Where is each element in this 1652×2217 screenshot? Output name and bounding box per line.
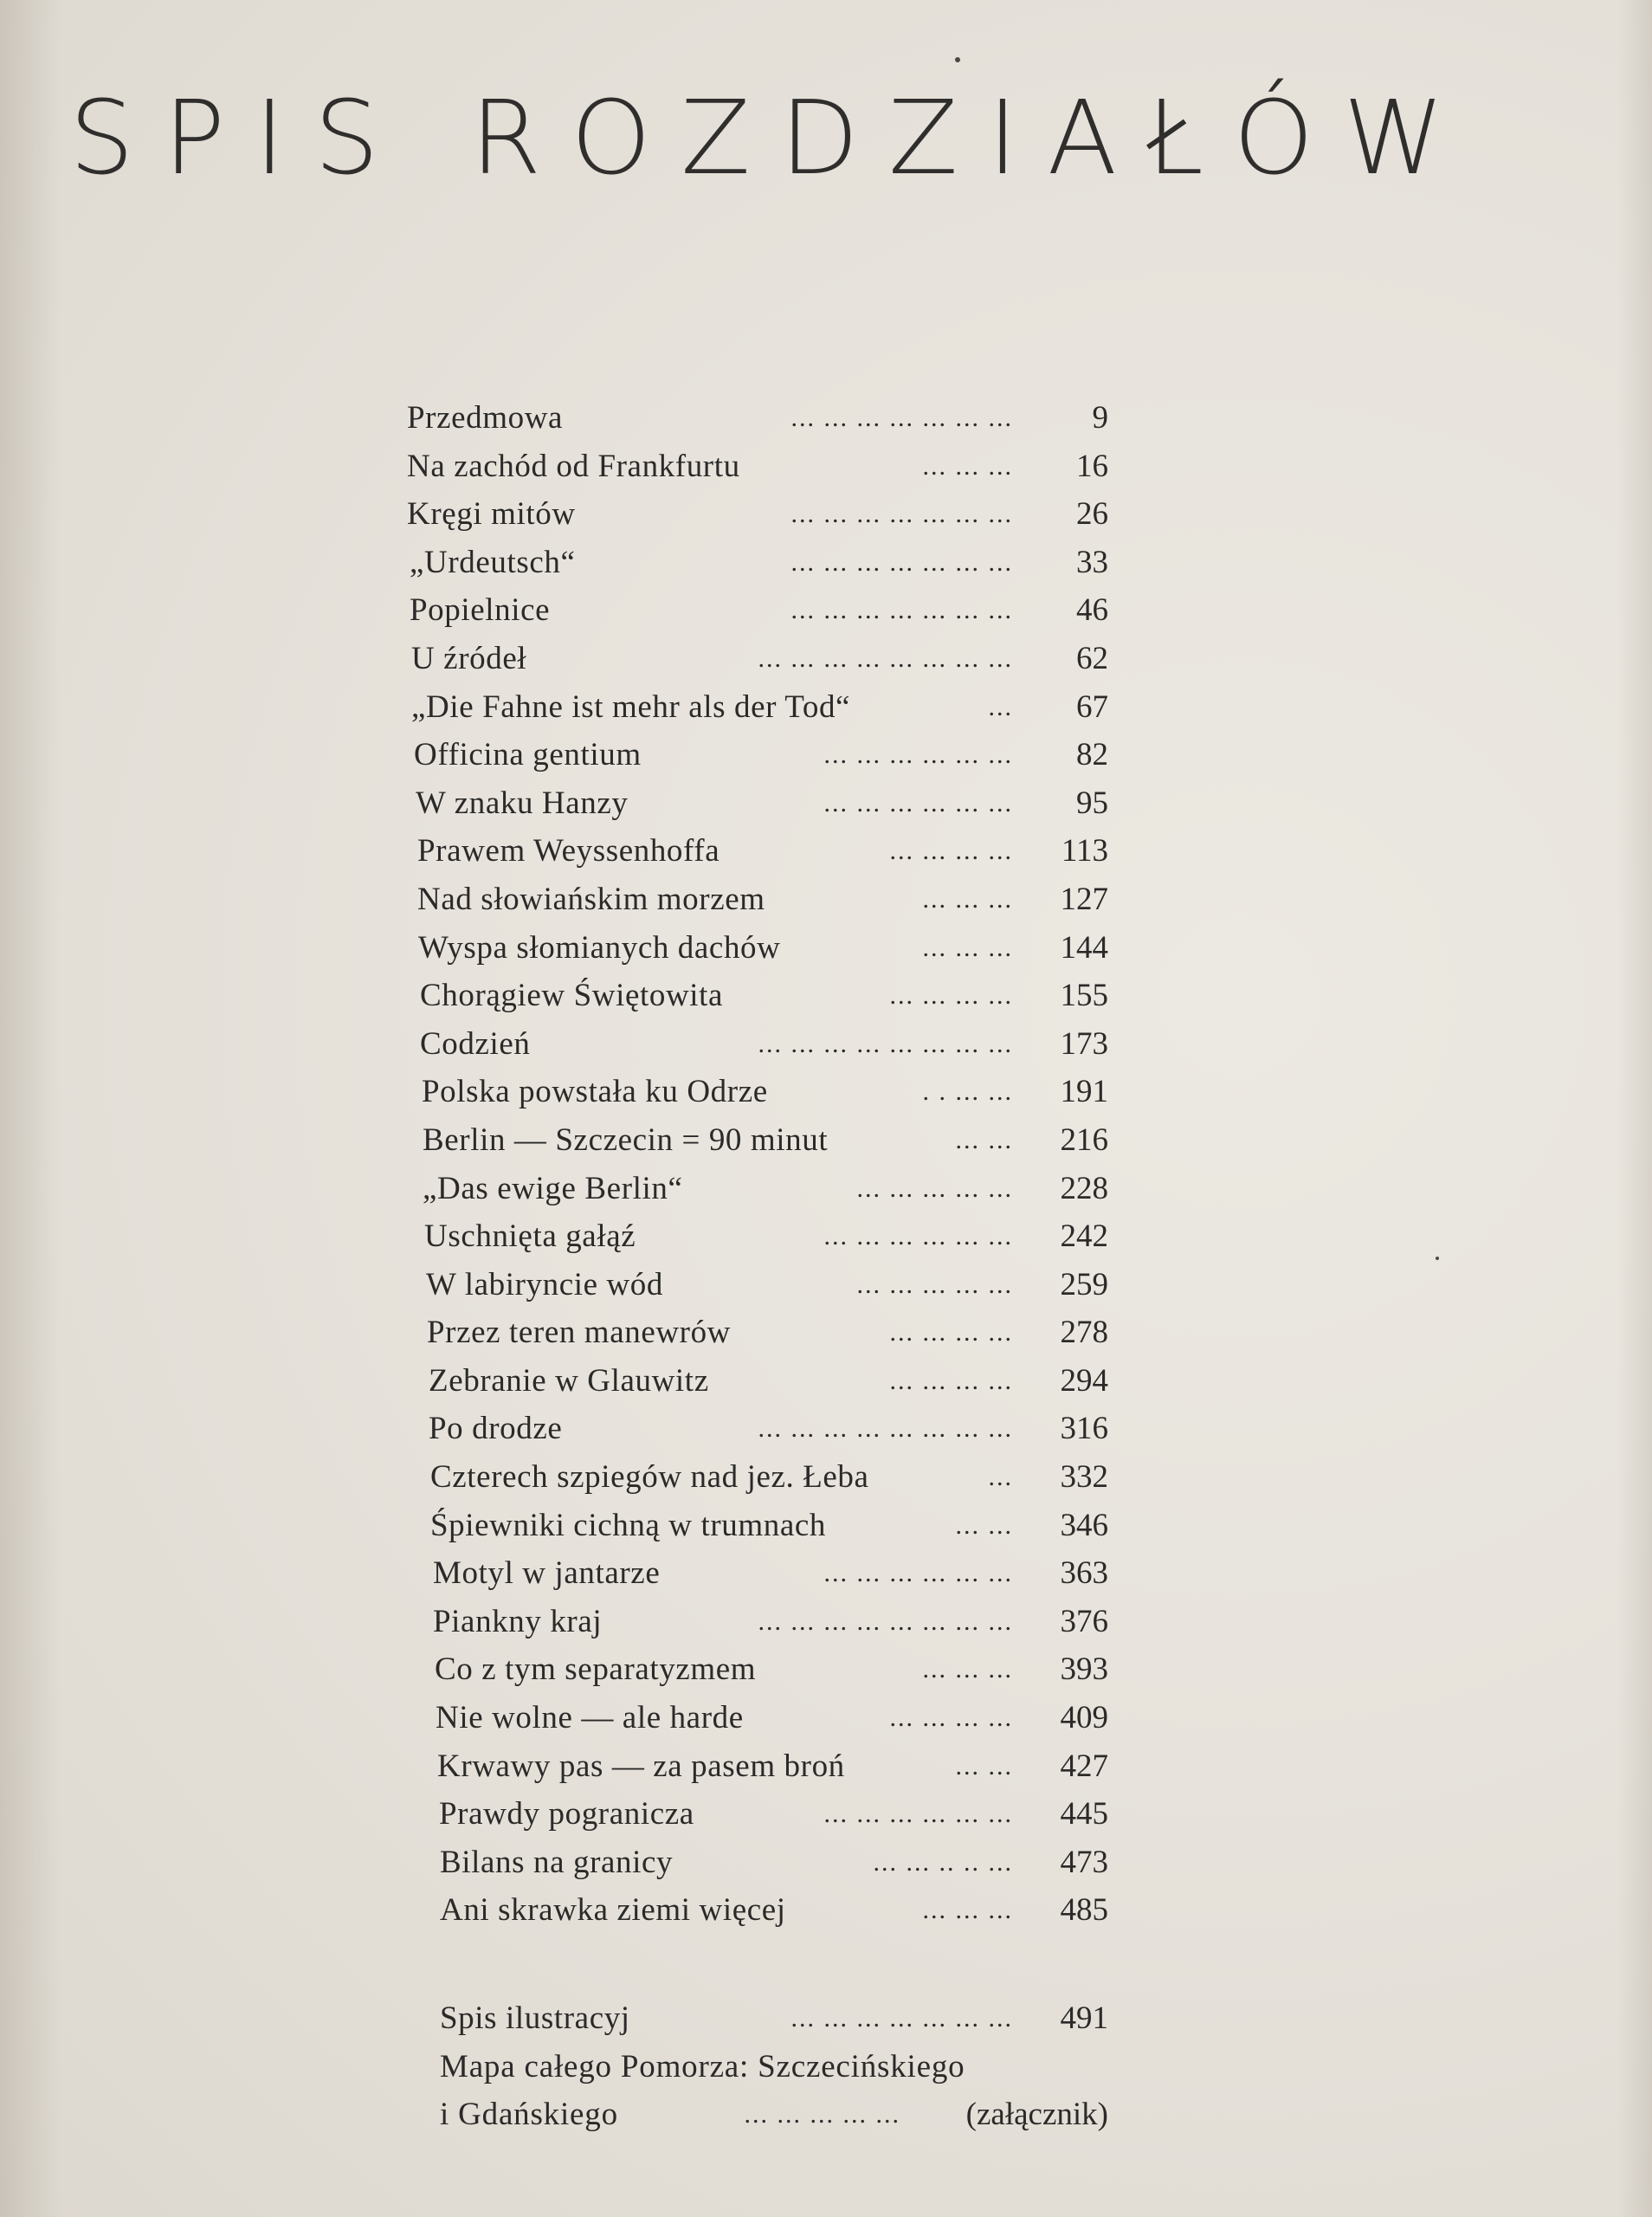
toc-entry-title: Berlin — Szczecin = 90 minut <box>423 1121 829 1158</box>
toc-entry <box>440 1886 1108 1935</box>
toc-entry <box>407 394 1108 443</box>
toc-page-number: 278 <box>1060 1315 1108 1351</box>
toc-entry-title: Prawdy pogranicza <box>439 1796 694 1832</box>
toc-entry <box>420 1020 1108 1069</box>
toc-page-number: 216 <box>1060 1121 1108 1158</box>
toc-entry-title: Nie wolne — ale harde <box>436 1700 744 1736</box>
toc-entry-title: „Die Fahne ist mehr als der Tod“ <box>411 688 851 725</box>
toc-entry <box>426 1261 1108 1309</box>
toc-entry-title: Nad słowiańskim morzem <box>417 881 765 917</box>
table-of-contents <box>407 394 1108 1935</box>
toc-entry-title: Przedmowa <box>407 400 564 436</box>
toc-entry-title: W znaku Hanzy <box>416 785 629 821</box>
toc-entry <box>423 1116 1108 1165</box>
toc-entry-title: Kręgi mitów <box>407 496 576 533</box>
toc-leader-dots: ... ... ... <box>922 884 1013 914</box>
toc-leader-dots: ... ... ... <box>922 1655 1013 1684</box>
toc-entry <box>437 1742 1108 1791</box>
toc-entry <box>423 1165 1108 1213</box>
toc-page-number: 473 <box>1060 1844 1108 1880</box>
toc-page-number: 363 <box>1060 1555 1108 1592</box>
toc-leader-dots: ... ... ... ... ... <box>856 1270 1013 1299</box>
toc-entry <box>411 683 1108 732</box>
toc-leader-dots: ... ... ... ... ... ... ... ... <box>758 1606 1013 1636</box>
toc-page-number: 173 <box>1060 1025 1108 1062</box>
toc-entry-title: Po drodze <box>429 1411 563 1447</box>
toc-leader-dots: ... ... ... ... ... ... ... ... <box>758 1414 1013 1444</box>
toc-leader-dots: ... ... ... ... <box>889 981 1013 1011</box>
toc-leader-dots: ... ... <box>955 1125 1013 1154</box>
toc-page-number: 113 <box>1061 833 1108 869</box>
toc-page-number: (załącznik) <box>965 2097 1108 2133</box>
toc-page-number: 427 <box>1060 1748 1108 1784</box>
toc-page-number: 16 <box>1076 448 1108 484</box>
toc-entry <box>417 876 1108 924</box>
toc-leader-dots: ... ... ... ... ... ... <box>823 1222 1013 1251</box>
toc-entry <box>433 1549 1108 1598</box>
toc-entry-title: Spis ilustracyj <box>440 2000 630 2036</box>
toc-entry-map-line1 <box>440 2043 1108 2091</box>
toc-leader-dots: ... ... <box>955 1751 1013 1781</box>
toc-entry <box>427 1309 1108 1357</box>
toc-leader-dots: ... ... .. .. ... <box>873 1847 1013 1877</box>
toc-leader-dots: ... ... ... ... ... ... ... <box>791 596 1013 625</box>
toc-leader-dots: ... ... ... ... ... <box>856 1173 1013 1203</box>
toc-leader-dots: ... ... ... ... ... ... ... <box>791 2004 1013 2033</box>
toc-page-number: 144 <box>1060 929 1108 966</box>
toc-entry-title: Zebranie w Glauwitz <box>429 1362 709 1399</box>
toc-entry <box>440 1839 1108 1887</box>
toc-page-number: 376 <box>1060 1603 1108 1639</box>
toc-entry-title: „Das ewige Berlin“ <box>423 1170 683 1206</box>
toc-leader-dots: ... <box>988 692 1013 721</box>
toc-leader-dots: ... ... ... <box>922 933 1013 962</box>
toc-entry-title: Popielnice <box>410 592 551 629</box>
toc-entry-title: W labiryncie wód <box>426 1266 664 1302</box>
toc-entry-map-line2 <box>440 2091 1108 2139</box>
toc-leader-dots: ... ... ... ... <box>889 1366 1013 1395</box>
paper-speck <box>955 57 960 62</box>
page-title: SPIS ROZDZIAŁÓW <box>69 78 1475 197</box>
toc-leader-dots: ... ... ... ... ... ... ... ... <box>758 643 1013 673</box>
toc-entry-title: Chorągiew Świętowita <box>420 978 724 1014</box>
toc-leader-dots: ... ... ... ... ... ... <box>823 1800 1013 1829</box>
toc-page-number: 242 <box>1060 1218 1108 1255</box>
toc-entry-title: Motyl w jantarze <box>433 1555 661 1592</box>
paper-speck <box>1436 1257 1439 1260</box>
toc-entry <box>407 490 1108 539</box>
toc-entry <box>410 586 1108 635</box>
toc-entry-title: Uschnięta gałąź <box>424 1218 636 1255</box>
toc-entry <box>433 1598 1108 1646</box>
toc-extras <box>440 1994 1108 2139</box>
toc-entry <box>417 827 1108 876</box>
toc-leader-dots: . . ... ... <box>922 1077 1013 1107</box>
page-shadow-right <box>1617 0 1652 2217</box>
toc-page-number: 62 <box>1076 640 1108 676</box>
toc-leader-dots: ... ... <box>955 1510 1013 1540</box>
toc-entry <box>429 1405 1108 1453</box>
toc-leader-dots: ... ... ... ... ... ... ... ... <box>758 1029 1013 1058</box>
toc-page-number: 294 <box>1060 1362 1108 1399</box>
toc-page-number: 228 <box>1060 1170 1108 1206</box>
toc-leader-dots: ... ... ... ... ... ... <box>823 1559 1013 1588</box>
toc-leader-dots: ... ... ... ... <box>889 837 1013 866</box>
toc-entry <box>411 635 1108 683</box>
toc-page-number: 33 <box>1076 544 1108 580</box>
toc-leader-dots: ... ... ... <box>922 1896 1013 1925</box>
toc-page-number: 393 <box>1060 1651 1108 1688</box>
toc-entry-title: Officina gentium <box>414 737 642 773</box>
toc-page-number: 191 <box>1060 1074 1108 1110</box>
toc-entry <box>424 1212 1108 1261</box>
toc-page-number: 332 <box>1060 1459 1108 1496</box>
toc-entry-title: Wyspa słomianych dachów <box>418 929 781 966</box>
toc-entry <box>418 924 1108 973</box>
toc-page-number: 82 <box>1076 737 1108 773</box>
toc-entry-illustrations <box>440 1994 1108 2043</box>
toc-entry-title: U źródeł <box>411 640 527 676</box>
toc-entry <box>422 1068 1108 1116</box>
toc-entry <box>407 443 1108 491</box>
toc-entry-title: „Urdeutsch“ <box>410 544 576 580</box>
toc-page-number: 491 <box>1060 2000 1108 2036</box>
toc-leader-dots: ... ... ... ... <box>889 1703 1013 1733</box>
toc-entry <box>410 539 1108 587</box>
toc-page-number: 485 <box>1060 1892 1108 1929</box>
toc-entry-title: Pianknу kraj <box>433 1603 603 1639</box>
toc-page-number: 46 <box>1076 592 1108 629</box>
toc-entry-title: Ani skrawka ziemi więcej <box>440 1892 786 1929</box>
toc-leader-dots: ... ... ... ... ... ... ... <box>791 500 1013 529</box>
toc-entry <box>430 1453 1108 1502</box>
toc-entry <box>414 731 1108 779</box>
toc-entry-title: Krwawy pas — za pasem broń <box>437 1748 845 1784</box>
toc-page-number: 67 <box>1076 688 1108 725</box>
toc-page-number: 346 <box>1060 1507 1108 1543</box>
toc-entry-title: Przez teren manewrów <box>427 1315 731 1351</box>
toc-entry-title: Co z tym separatyzmem <box>435 1651 757 1688</box>
toc-leader-dots: ... ... ... ... <box>889 1318 1013 1348</box>
toc-page-number: 26 <box>1076 496 1108 533</box>
toc-entry <box>420 972 1108 1020</box>
toc-entry <box>416 779 1108 828</box>
toc-page-number: 445 <box>1060 1796 1108 1832</box>
toc-entry-title: Prawem Weyssenhoffa <box>417 833 720 869</box>
toc-entry-title: Na zachód od Frankfurtu <box>407 448 740 484</box>
toc-entry-title: Polska powstała ku Odrze <box>422 1074 768 1110</box>
toc-entry-title: Codzień <box>420 1025 531 1062</box>
toc-page-number: 127 <box>1060 881 1108 917</box>
toc-entry <box>436 1694 1108 1742</box>
toc-entry-title: Bilans na granicy <box>440 1844 674 1880</box>
toc-page-number: 9 <box>1092 400 1108 436</box>
toc-leader-dots: ... ... ... ... ... ... <box>823 740 1013 770</box>
toc-leader-dots: ... ... ... ... ... <box>744 2100 900 2130</box>
toc-leader-dots: ... ... ... <box>922 451 1013 481</box>
toc-leader-dots: ... ... ... ... ... ... <box>823 788 1013 818</box>
toc-entry-title: Śpiewniki cichną w trumnach <box>430 1507 827 1543</box>
toc-leader-dots: ... ... ... ... ... ... ... <box>791 547 1013 577</box>
toc-entry-title: i Gdańskiego <box>440 2097 618 2133</box>
toc-entry <box>439 1790 1108 1839</box>
toc-leader-dots: ... <box>988 1463 1013 1492</box>
toc-page-number: 95 <box>1076 785 1108 821</box>
toc-page-number: 259 <box>1060 1266 1108 1302</box>
toc-page-number: 316 <box>1060 1411 1108 1447</box>
toc-entry <box>429 1357 1108 1406</box>
toc-entry <box>430 1502 1108 1550</box>
toc-entry <box>435 1645 1108 1694</box>
toc-entry-title: Czterech szpiegów nad jez. Łeba <box>430 1459 869 1496</box>
toc-entry-title: Mapa całego Pomorza: Szczecińskiego <box>440 2048 965 2084</box>
toc-page-number: 409 <box>1060 1700 1108 1736</box>
toc-leader-dots: ... ... ... ... ... ... ... <box>791 404 1013 432</box>
page-shadow-left <box>0 0 61 2217</box>
toc-page-number: 155 <box>1060 978 1108 1014</box>
